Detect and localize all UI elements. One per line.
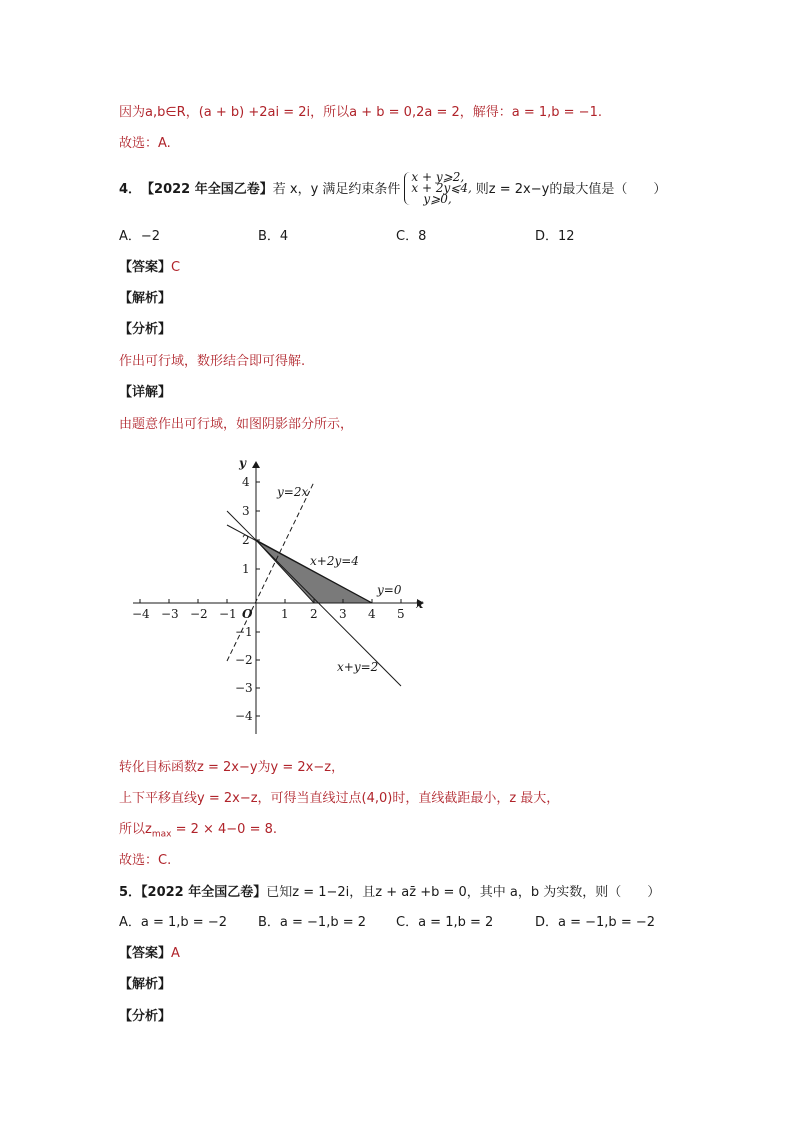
- q5-stem: [119, 884, 660, 902]
- q4-stem-before: 若 x，y 满足约束条件: [272, 182, 401, 197]
- q4-step3: [119, 821, 277, 844]
- q4-step1: 转化目标函数z = 2x−y为y = 2x−z，: [119, 760, 345, 775]
- q4-option-a: A．−2: [119, 229, 161, 244]
- q4-detail-label: 【详解】: [119, 385, 172, 400]
- q4-option-b: B．4: [258, 229, 289, 244]
- q5-answer: [119, 945, 180, 963]
- answer-value: C: [171, 260, 181, 275]
- x-tick-label: −4: [132, 607, 150, 621]
- y-tick-label: −1: [235, 625, 253, 639]
- x-tick-label: 1: [281, 607, 289, 621]
- q5-stem-text: 已知z = 1−2i，且z + az̄ +b = 0，其中 a，b 为实数，则（ ）: [266, 885, 661, 900]
- q4-option-d: D．12: [535, 229, 575, 244]
- q4-fenxi-text: 作出可行域，数形结合即可得解.: [119, 354, 306, 369]
- q4-fenxi-label: 【分析】: [119, 322, 172, 337]
- q5-option-b: B．a = −1,b = 2: [258, 915, 367, 930]
- x-tick-label: −2: [190, 607, 208, 621]
- q5-number: 5．: [119, 885, 142, 900]
- x-tick-label: −3: [161, 607, 179, 621]
- constraint-2: x + 2y⩽4,: [411, 180, 472, 195]
- label-y-eq-2x: y=2x: [277, 485, 309, 499]
- q4-option-c: C．8: [396, 229, 427, 244]
- q4-step2: 上下平移直线y = 2x−z，可得当直线过点(4,0)时，直线截距最小，z 最大，: [119, 791, 560, 806]
- q4-stem-after: 则z = 2x−y的最大值是（ ）: [475, 182, 667, 197]
- x-tick-label: 3: [339, 607, 347, 621]
- y-tick-label: 2: [242, 533, 250, 547]
- x-tick-label: 4: [368, 607, 376, 621]
- y-tick-label: 3: [242, 504, 250, 518]
- q4-analysis-label: 【解析】: [119, 291, 172, 306]
- q5-analysis-label: 【解析】: [119, 977, 172, 992]
- y-tick-label: 1: [242, 562, 250, 576]
- q4-answer: [119, 259, 180, 277]
- step3-suffix: = 2 × 4−0 = 8.: [171, 822, 278, 837]
- answer-label: 【答案】: [119, 946, 172, 961]
- q5-option-c: C．a = 1,b = 2: [396, 915, 494, 930]
- x-tick-label: 2: [310, 607, 318, 621]
- q4-number: 4．: [119, 182, 142, 197]
- y-axis-label: y: [239, 456, 246, 470]
- y-tick-label: −3: [235, 681, 253, 695]
- step3-sub: max: [151, 829, 172, 840]
- q4-stem: [119, 170, 666, 210]
- x-tick-label: −1: [219, 607, 237, 621]
- q5-option-d: D．a = −1,b = −2: [535, 915, 656, 930]
- q3-choice: 故选：A.: [119, 136, 171, 151]
- q4-detail-text: 由题意作出可行域，如图阴影部分所示，: [119, 417, 354, 432]
- step3-prefix: 所以z: [119, 822, 152, 837]
- q4-choice: 故选：C.: [119, 853, 172, 868]
- q4-constraint-system: [404, 169, 472, 209]
- label-y-eq-0: y=0: [377, 583, 402, 597]
- q3-solution-line: 因为a,b∈R，(a + b) +2ai = 2i，所以a + b = 0,2a = 2，解得：a = 1,b = −1.: [119, 105, 602, 120]
- constraint-1: x + y⩾2,: [411, 169, 465, 184]
- q5-fenxi-label: 【分析】: [119, 1009, 172, 1024]
- y-tick-label: −2: [235, 653, 253, 667]
- y-tick-label: 4: [242, 475, 250, 489]
- x-tick-label: 5: [397, 607, 405, 621]
- constraint-3: y⩾0,: [423, 191, 452, 206]
- q5-source: 【2022 年全国乙卷】: [141, 885, 267, 900]
- q5-option-a: A．a = 1,b = −2: [119, 915, 227, 930]
- origin-label: O: [242, 607, 253, 621]
- y-tick-label: −4: [235, 709, 253, 723]
- q4-source: 【2022 年全国乙卷】: [141, 182, 273, 197]
- answer-label: 【答案】: [119, 260, 172, 275]
- label-x-plus-2y-eq-4: x+2y=4: [310, 554, 359, 568]
- x-axis-label: x: [416, 597, 424, 611]
- label-x-plus-y-eq-2: x+y=2: [337, 660, 379, 674]
- feasible-region-graph: [125, 452, 435, 737]
- answer-value: A: [171, 946, 180, 961]
